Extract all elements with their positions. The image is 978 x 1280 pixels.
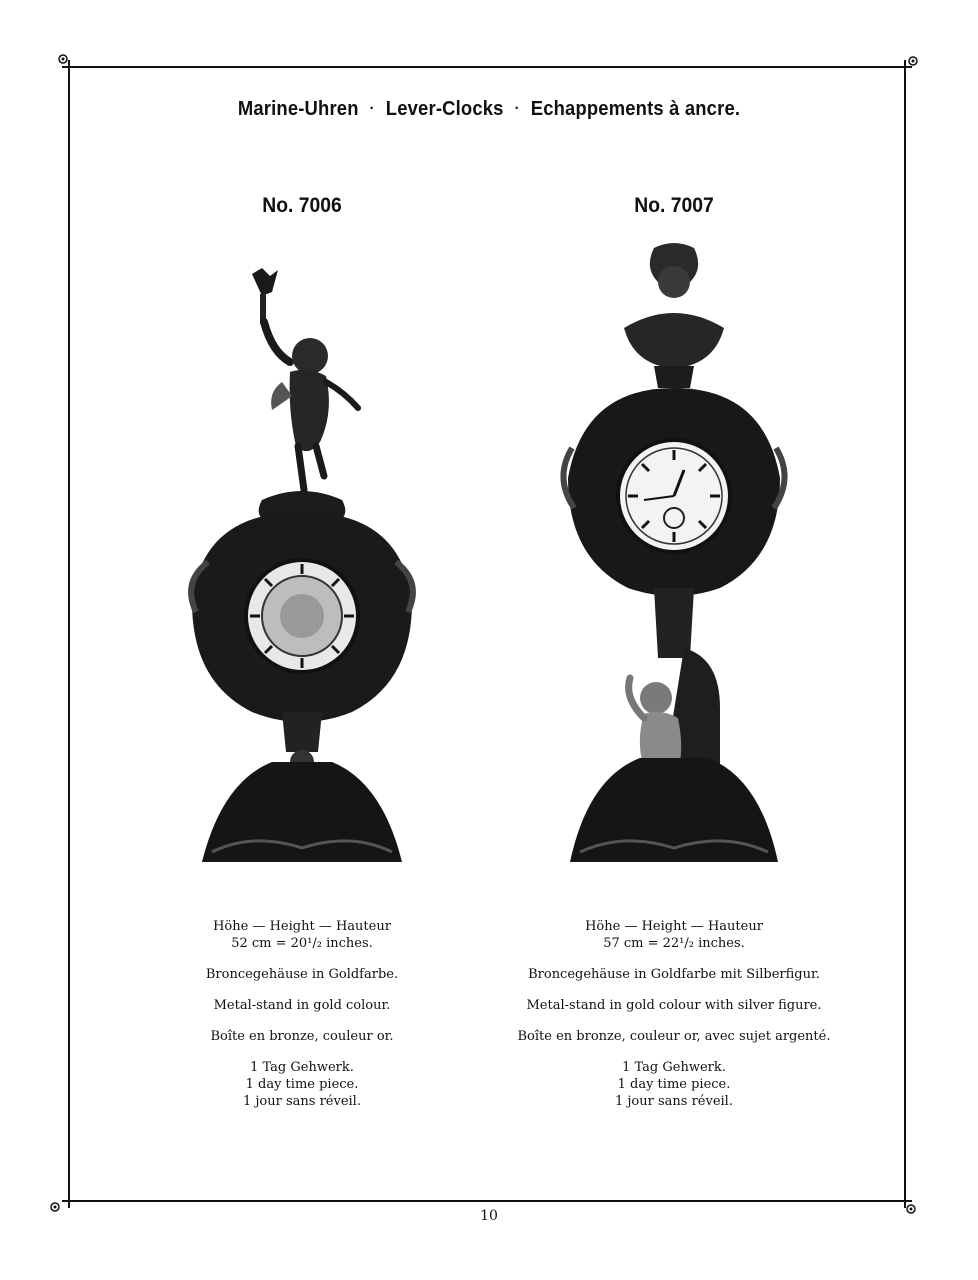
product-number: No. 7007 xyxy=(634,194,714,217)
product-specs xyxy=(484,918,864,1124)
description-fr: Boîte en bronze, couleur or. xyxy=(210,1029,394,1044)
header-separator: · xyxy=(514,100,520,117)
corner-ornament-icon xyxy=(906,54,920,68)
movement-de: 1 Tag Gehwerk. xyxy=(250,1060,354,1075)
header-title-fr: Echappements à ancre. xyxy=(530,98,741,120)
page-number: 10 xyxy=(480,1208,498,1224)
page-header xyxy=(39,98,939,121)
movement-fr: 1 jour sans réveil. xyxy=(615,1094,733,1109)
frame-left-line xyxy=(68,60,70,1208)
header-separator: · xyxy=(369,100,375,117)
movement-fr: 1 jour sans réveil. xyxy=(243,1094,361,1109)
clock-7007-illustration-icon xyxy=(484,238,864,872)
frame-bottom-line xyxy=(62,1200,912,1202)
size-value: 57 cm = 22¹/₂ inches. xyxy=(603,936,745,951)
height-label: Höhe — Height — Hauteur xyxy=(213,919,391,934)
product-7007 xyxy=(484,190,864,1130)
product-number: No. 7006 xyxy=(262,194,342,217)
description-de: Broncegehäuse in Goldfarbe. xyxy=(205,967,399,982)
movement-de: 1 Tag Gehwerk. xyxy=(622,1060,726,1075)
header-title-de: Marine-Uhren xyxy=(237,98,359,120)
height-label: Höhe — Height — Hauteur xyxy=(585,919,763,934)
corner-ornament-icon xyxy=(56,52,70,66)
product-specs xyxy=(112,918,492,1124)
size-value: 52 cm = 20¹/₂ inches. xyxy=(231,936,373,951)
description-en: Metal-stand in gold colour. xyxy=(213,998,391,1013)
frame-right-line xyxy=(904,60,906,1208)
description-de: Broncegehäuse in Goldfarbe mit Silberfigur. xyxy=(528,967,820,982)
frame-top-line xyxy=(62,66,912,68)
header-title-en: Lever-Clocks xyxy=(385,98,504,120)
description-fr: Boîte en bronze, couleur or, avec sujet argenté. xyxy=(517,1029,831,1044)
product-7006 xyxy=(112,190,492,1130)
movement-en: 1 day time piece. xyxy=(617,1077,731,1092)
description-en: Metal-stand in gold colour with silver figure. xyxy=(526,998,822,1013)
clock-7006-illustration-icon xyxy=(112,262,492,872)
movement-en: 1 day time piece. xyxy=(245,1077,359,1092)
